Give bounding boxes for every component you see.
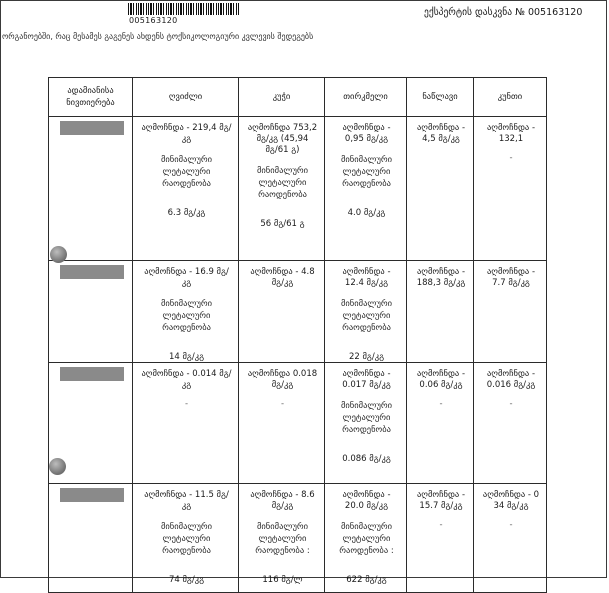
empty-dash: - xyxy=(509,520,513,530)
detected-value: აღმოჩნდა - 0.06 მგ/კგ xyxy=(416,369,466,390)
sample-cell xyxy=(49,117,133,261)
detected-value: აღმოჩნდა 753,2 მგ/კგ (45,94 მგ/61 გ) xyxy=(247,123,318,155)
table-row xyxy=(49,484,547,593)
result-cell xyxy=(325,363,407,484)
detected-value: აღმოჩნდა - 0.017 მგ/კგ xyxy=(342,369,391,390)
empty-dash: - xyxy=(184,399,189,409)
table-row xyxy=(49,363,547,484)
column-header: ნაწლავი xyxy=(407,78,474,117)
lethal-dose-value: 74 მგ/კგ xyxy=(168,575,205,585)
detected-value: აღმოჩნდა - 0 34 მგ/კგ xyxy=(482,490,540,511)
result-cell xyxy=(133,117,239,261)
detected-value: აღმოჩნდა - 0.014 მგ/კგ xyxy=(141,369,232,390)
empty-dash: - xyxy=(439,399,443,409)
lethal-dose-label: მინიმალური ლეტალური რაოდენობა : xyxy=(339,522,394,556)
column-header: კუჭი xyxy=(239,78,325,117)
lethal-dose-label: მინიმალური ლეტალური რაოდენობა xyxy=(340,155,393,189)
lethal-dose-label: მინიმალური ლეტალური რაოდენობა xyxy=(256,166,309,200)
result-cell xyxy=(325,117,407,261)
lethal-dose-value: 116 მგ/ლ xyxy=(262,575,303,585)
detected-value: აღმოჩნდა - 0.016 მგ/კგ xyxy=(486,369,536,390)
table-row xyxy=(49,117,547,261)
result-cell xyxy=(239,261,325,363)
lethal-dose-value: 56 მგ/61 გ xyxy=(260,219,305,229)
detected-value: აღმოჩნდა - 15.7 მგ/კგ xyxy=(416,490,466,511)
lethal-dose-value: 0.086 მგ/კგ xyxy=(342,454,391,464)
detected-value: აღმოჩნდა - 8.6 მგ/კგ xyxy=(250,490,315,511)
detected-value: აღმოჩნდა - 11.5 მგ/კგ xyxy=(144,490,229,511)
lethal-dose-label: მინიმალური ლეტალური რაოდენობა xyxy=(160,155,213,189)
punch-hole-top xyxy=(50,246,67,263)
sample-cell xyxy=(49,484,133,593)
sample-cell xyxy=(49,261,133,363)
result-cell xyxy=(407,261,474,363)
intro-text: ორგანოებში, რაც მესამეს გაგენეს ახდენს ტოქსიკოლოგიური კვლევის შედეგებს xyxy=(2,32,314,41)
toxicology-results-table xyxy=(48,77,547,593)
lethal-dose-label: მინიმალური ლეტალური რაოდენობა xyxy=(160,522,213,556)
column-header: ღვიძლი xyxy=(133,78,239,117)
result-cell xyxy=(133,363,239,484)
lethal-dose-label: მინიმალური ლეტალური რაოდენობა xyxy=(340,299,393,333)
result-cell xyxy=(474,261,547,363)
result-cell xyxy=(407,363,474,484)
column-header: თირკმელი xyxy=(325,78,407,117)
result-cell xyxy=(407,117,474,261)
result-cell xyxy=(325,484,407,593)
barcode-number: 005163120 xyxy=(129,16,178,25)
lethal-dose-value: 622 მგ/კგ xyxy=(346,575,387,585)
empty-dash: - xyxy=(280,399,285,409)
redacted-sample-label xyxy=(60,367,124,381)
barcode xyxy=(128,3,240,15)
detected-value: აღმოჩნდა - 0,95 მგ/კგ xyxy=(342,123,391,144)
result-cell xyxy=(239,484,325,593)
result-cell xyxy=(474,117,547,261)
lethal-dose-label: მინიმალური ლეტალური რაოდენობა xyxy=(160,299,213,333)
column-header: კუნთი xyxy=(474,78,547,117)
table-header-row xyxy=(49,78,547,117)
detected-value: აღმოჩნდა - 16.9 მგ/კგ xyxy=(144,267,229,288)
result-cell xyxy=(133,484,239,593)
detected-value: აღმოჩნდა - 7.7 მგ/კგ xyxy=(486,267,536,288)
lethal-dose-value: 6.3 მგ/კგ xyxy=(167,208,206,218)
column-header: ადამიანისა ნივთიერება xyxy=(49,78,133,117)
redacted-sample-label xyxy=(60,121,124,135)
table-row xyxy=(49,261,547,363)
lethal-dose-label: მინიმალური ლეტალური რაოდენობა xyxy=(340,401,393,435)
result-cell xyxy=(239,363,325,484)
lethal-dose-label: მინიმალური ლეტალური რაოდენობა : xyxy=(255,522,310,556)
result-cell xyxy=(407,484,474,593)
empty-dash: - xyxy=(509,153,513,163)
detected-value: აღმოჩნდა - 4,5 მგ/კგ xyxy=(416,123,466,144)
detected-value: აღმოჩნდა - 132,1 xyxy=(486,123,536,144)
detected-value: აღმოჩნდა - 219,4 მგ/კგ xyxy=(141,123,232,144)
detected-value: აღმოჩნდა - 20.0 მგ/კგ xyxy=(342,490,391,511)
detected-value: აღმოჩნდა - 12.4 მგ/კგ xyxy=(342,267,391,288)
detected-value: აღმოჩნდა - 188,3 მგ/კგ xyxy=(416,267,466,288)
result-cell xyxy=(474,484,547,593)
detected-value: აღმოჩნდა - 4.8 მგ/კგ xyxy=(250,267,315,288)
result-cell xyxy=(325,261,407,363)
redacted-sample-label xyxy=(60,265,124,279)
result-cell xyxy=(133,261,239,363)
detected-value: აღმოჩნდა 0.018 მგ/კგ xyxy=(247,369,318,390)
lethal-dose-value: 14 მგ/კგ xyxy=(168,352,205,362)
punch-hole-bottom xyxy=(49,458,66,475)
result-cell xyxy=(239,117,325,261)
empty-dash: - xyxy=(439,520,443,530)
lethal-dose-value: 22 მგ/კგ xyxy=(348,352,385,362)
redacted-sample-label xyxy=(60,488,124,502)
document-number: ექსპერტის დასკვნა № 005163120 xyxy=(424,7,583,18)
empty-dash: - xyxy=(509,399,513,409)
result-cell xyxy=(474,363,547,484)
lethal-dose-value: 4.0 მგ/კგ xyxy=(347,208,386,218)
